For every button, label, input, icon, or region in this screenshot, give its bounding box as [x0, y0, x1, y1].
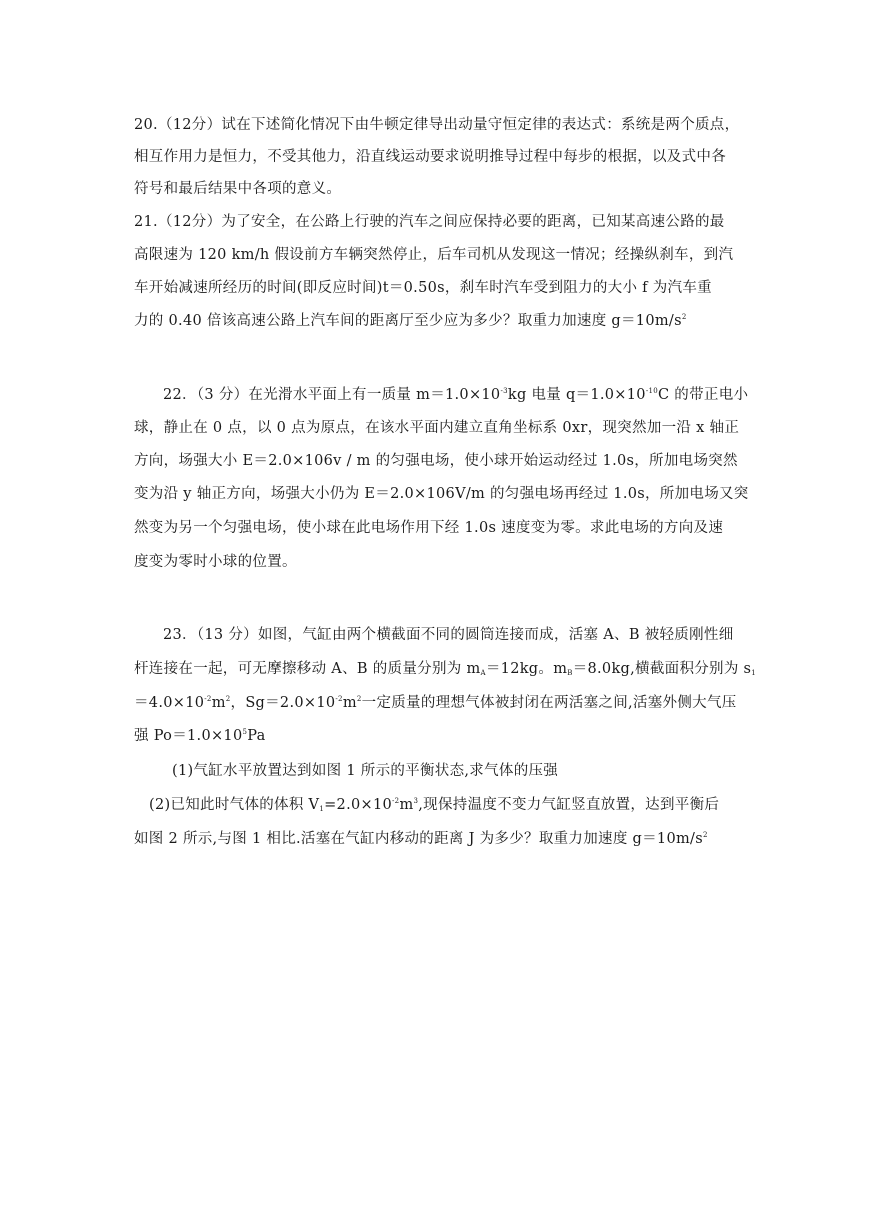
- q23-line-5: (1)气缸水平放置达到如图 1 所示的平衡状态,求气体的压强: [172, 763, 559, 779]
- q22-line-6: 度变为零时小球的位置。: [134, 554, 297, 570]
- q23-line-3: $=4.0\times 10^{-2}m^2$，$Sg=2.0\times 10^{-2}m^2$一定质量的理想气体被封闭在两活塞之间,活塞外侧大气压: [134, 695, 737, 711]
- q22-line-2: 球，静止在 0 点，以 0 点为原点，在该水平面内建立直角坐标系 0xr，现突然加一沿 x 轴正: [134, 420, 740, 436]
- q22-line-1: 22．（3 分）在光滑水平面上有一质量 $m=1.0\times 10^{-3}kg$ 电量 $q=1.0\times 10^{-10}C$ 的带正电小: [163, 387, 749, 403]
- q22-line-3: 方向，场强大小 E＝2.0×106v / m 的匀强电场，使小球开始运动经过 1.0s，所加电场突然: [134, 453, 738, 469]
- q23-line-7: 如图 2 所示,与图 1 相比.活塞在气缸内移动的距离 J 为多少？取重力加速度 $g=10m/s^2$: [134, 831, 708, 847]
- q23-line-6: (2)已知此时气体的体积 $V_1=2.0\times 10^{-2}m^3$,现保持温度不变力气缸竖直放置，达到平衡后: [149, 797, 720, 813]
- q22-line-4: 变为沿 y 轴正方向，场强大小仍为 E＝2.0×106V/m 的匀强电场再经过 1.0s，所加电场又突: [134, 486, 749, 502]
- q21-line-3: 车开始减速所经历的时间(即反应时间)t＝0.50s，刹车时汽车受到阻力的大小 f 为汽车重: [134, 280, 712, 296]
- q21-line-2: 高限速为 120 km/h 假设前方车辆突然停止，后车司机从发现这一情况；经操纵刹车，到汽: [134, 247, 734, 263]
- q20-line-2: 相互作用力是恒力，不受其他力，沿直线运动要求说明推导过程中每步的根据，以及式中各: [134, 149, 726, 165]
- q21-line-1: 21.（12分）为了安全，在公路上行驶的汽车之间应保持必要的距离，已知某高速公路的最: [134, 214, 725, 230]
- q20-line-3: 符号和最后结果中各项的意义。: [134, 181, 342, 197]
- q20-line-1: 20.（12分）试在下述简化情况下由牛顿定律导出动量守恒定律的表达式：系统是两个质点，: [134, 117, 740, 133]
- q22-line-5: 然变为另一个匀强电场，使小球在此电场作用下经 1.0s 速度变为零。求此电场的方向及速: [134, 520, 724, 536]
- q23-line-4: 强 $Po=1.0\times 10^5Pa$: [134, 728, 266, 744]
- q23-line-2: 杆连接在一起，可无摩擦移动 A、B 的质量分别为 $m_A=12kg$。$m_B=8.0kg$,横截面积分别为 $s_1$: [134, 661, 757, 677]
- q23-line-1: 23．（13 分）如图，气缸由两个横截面不同的圆筒连接而成，活塞 A、B 被轻质刚性细: [163, 627, 734, 643]
- q21-line-4: 力的 0.40 倍该高速公路上汽车间的距离厅至少应为多少？取重力加速度 $g=10m/s^2$: [134, 313, 687, 329]
